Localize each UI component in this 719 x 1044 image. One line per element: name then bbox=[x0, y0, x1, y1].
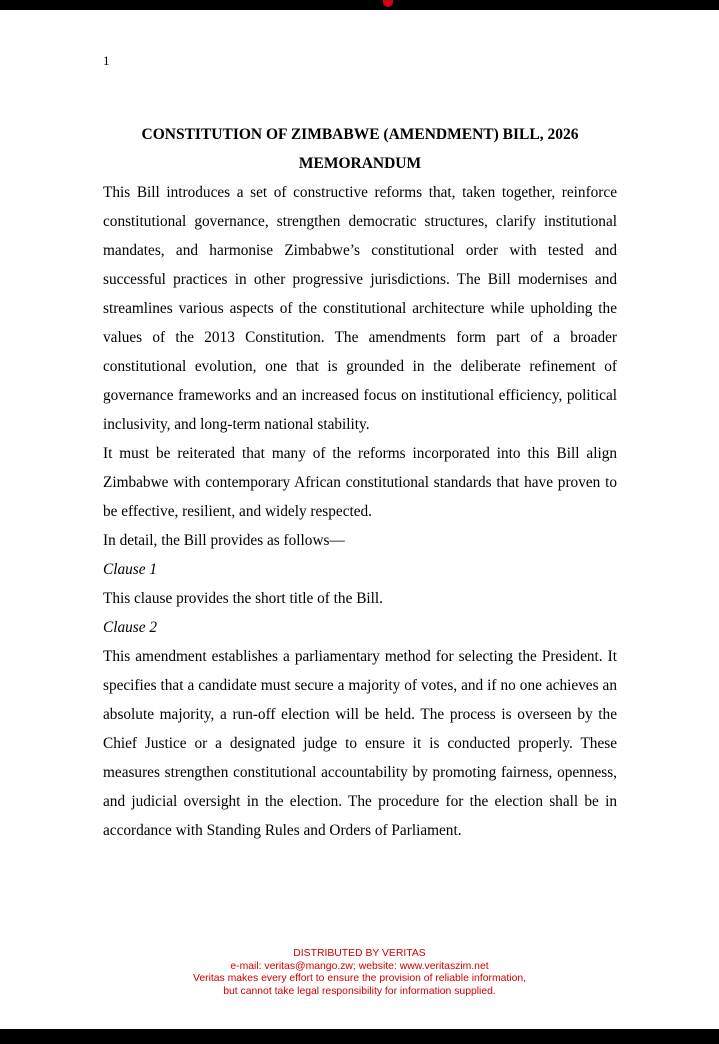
footer-distributor: DISTRIBUTED BY VERITAS bbox=[293, 948, 426, 959]
page-number: 1 bbox=[103, 53, 110, 68]
detail-intro-paragraph: In detail, the Bill provides as follows— bbox=[103, 532, 345, 549]
footer-disclaimer-2: but cannot take legal responsibility for information supplied. bbox=[223, 985, 496, 997]
clause-2-text: This amendment establishes a parliamentary method for selecting the President. It specifies that a candidate must secure a majority of votes, and if no one achieves an absolute majority, a run-off election will be held. The process is overseen by the Chief Justice or a designated judge to ensure it is conducted properly. These measures strengthen constitutional accountability by promoting fairness, openness, and judicial oversight in the election. The procedure for the election shall be in accordance with Standing Rules and Orders of Parliament. bbox=[103, 648, 617, 839]
footer-disclaimer-1: Veritas makes every effort to ensure the provision of reliable information, bbox=[192, 973, 527, 984]
clause-1-text: This clause provides the short title of the Bill. bbox=[103, 590, 383, 607]
footer-contact: e-mail: veritas@mango.zw; website: www.veritaszim.net bbox=[230, 960, 489, 972]
document-footer bbox=[0, 948, 719, 998]
document-body bbox=[103, 120, 617, 845]
document-subtitle: MEMORANDUM bbox=[298, 155, 422, 172]
bottom-navigation-bar bbox=[0, 1029, 719, 1044]
reiteration-paragraph: It must be reiterated that many of the reforms incorporated into this Bill align Zimbabwe with contemporary African constitutional standards that have proven to be effective, resilient, and widely respected. bbox=[103, 445, 617, 520]
document-title: CONSTITUTION OF ZIMBABWE (AMENDMENT) BILL, 2026 bbox=[141, 126, 579, 143]
clause-1-heading: Clause 1 bbox=[103, 561, 157, 578]
intro-paragraph: This Bill introduces a set of constructive reforms that, taken together, reinforce constitutional governance, strengthen democratic structures, clarify institutional mandates, and harmonise Zimbabwe’s constitutional order with tested and successful practices in other progressive jurisdictions. The Bill modernises and streamlines various aspects of the constitutional architecture while upholding the values of the 2013 Constitution. The amendments form part of a broader constitutional evolution, one that is grounded in the deliberate refinement of governance frameworks and an increased focus on institutional efficiency, political inclusivity, and long-term national stability. bbox=[103, 184, 617, 433]
clause-2-heading: Clause 2 bbox=[103, 619, 157, 636]
top-status-bar bbox=[0, 0, 719, 10]
